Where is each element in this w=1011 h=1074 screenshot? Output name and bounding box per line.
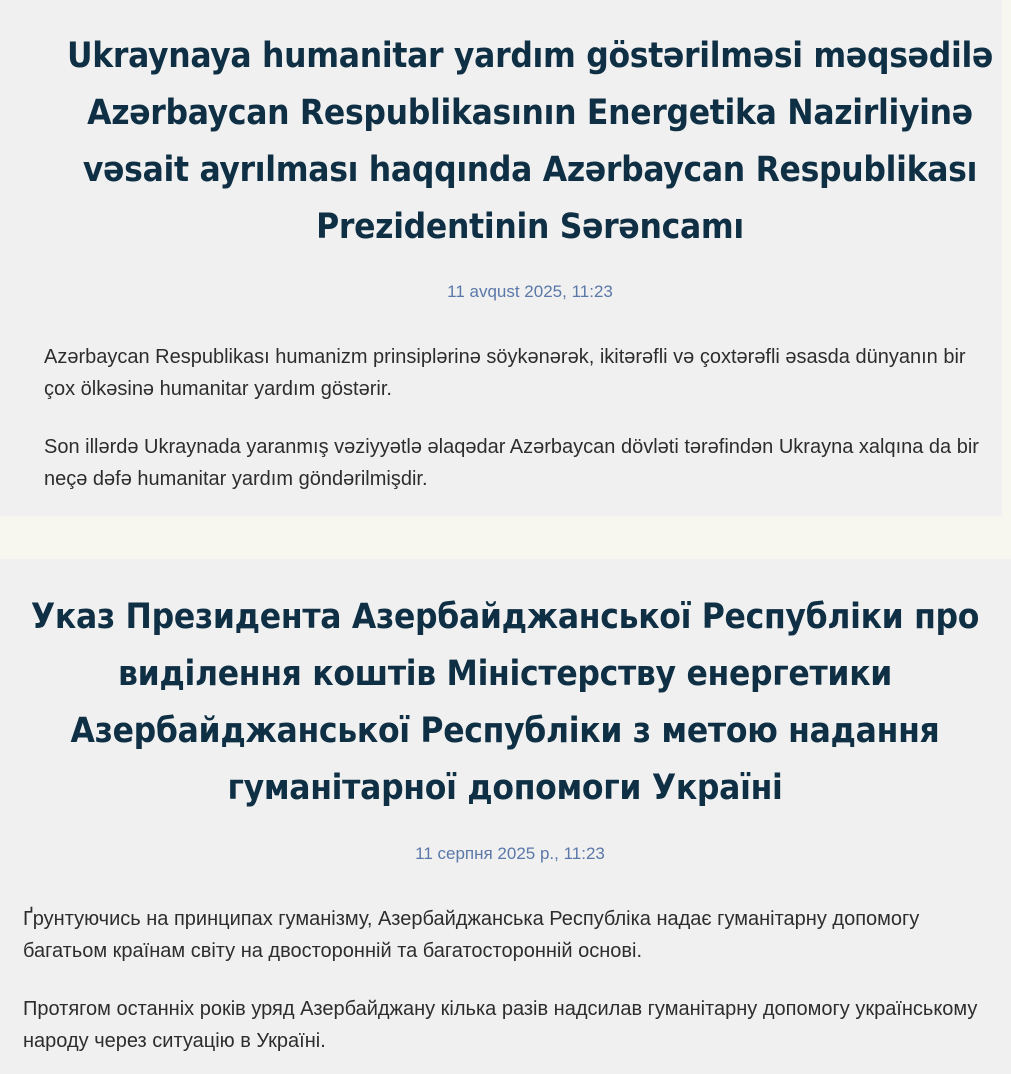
article-date: 11 серпня 2025 р., 11:23 bbox=[415, 844, 605, 863]
article-title: Ukraynaya humanitar yardım göstərilməsi məqsədilə Azərbaycan Respublikasının Energetika Nazirliyinə vəsait ayrılması haqqında Azərbaycan Respublikası Prezidentinin Sərəncamı bbox=[66, 36, 994, 247]
article-paragraph: Son illərdə Ukraynada yaranmış vəziyyətlə əlaqədar Azərbaycan dövləti tərəfindən Ukrayna xalqına da bir neçə dəfə humanitar yardım göndərilmişdir. bbox=[44, 436, 979, 490]
article-card-ukrainian bbox=[0, 559, 1011, 1074]
article-paragraph: Azərbaycan Respublikası humanizm prinsiplərinə söykənərək, ikitərəfli və çoxtərəfli əsasda dünyanın bir çox ölkəsinə humanitar yardım göstərir. bbox=[44, 346, 966, 400]
article-card-azerbaijani bbox=[0, 0, 1002, 516]
article-title: Указ Президента Азербайджанської Республіки про виділення коштів Міністерству енергетики Азербайджанської Республіки з метою надання гуманітарної допомоги Україні bbox=[30, 597, 980, 808]
article-paragraph: Протягом останніх років уряд Азербайджану кілька разів надсилав гуманітарну допомогу українському народу через ситуацію в Україні. bbox=[23, 998, 978, 1052]
article-paragraph: Ґрунтуючись на принципах гуманізму, Азербайджанська Республіка надає гуманітарну допомогу багатьом країнам світу на двосторонній та багатосторонній основі. bbox=[23, 908, 920, 962]
article-date: 11 avqust 2025, 11:23 bbox=[447, 282, 613, 301]
